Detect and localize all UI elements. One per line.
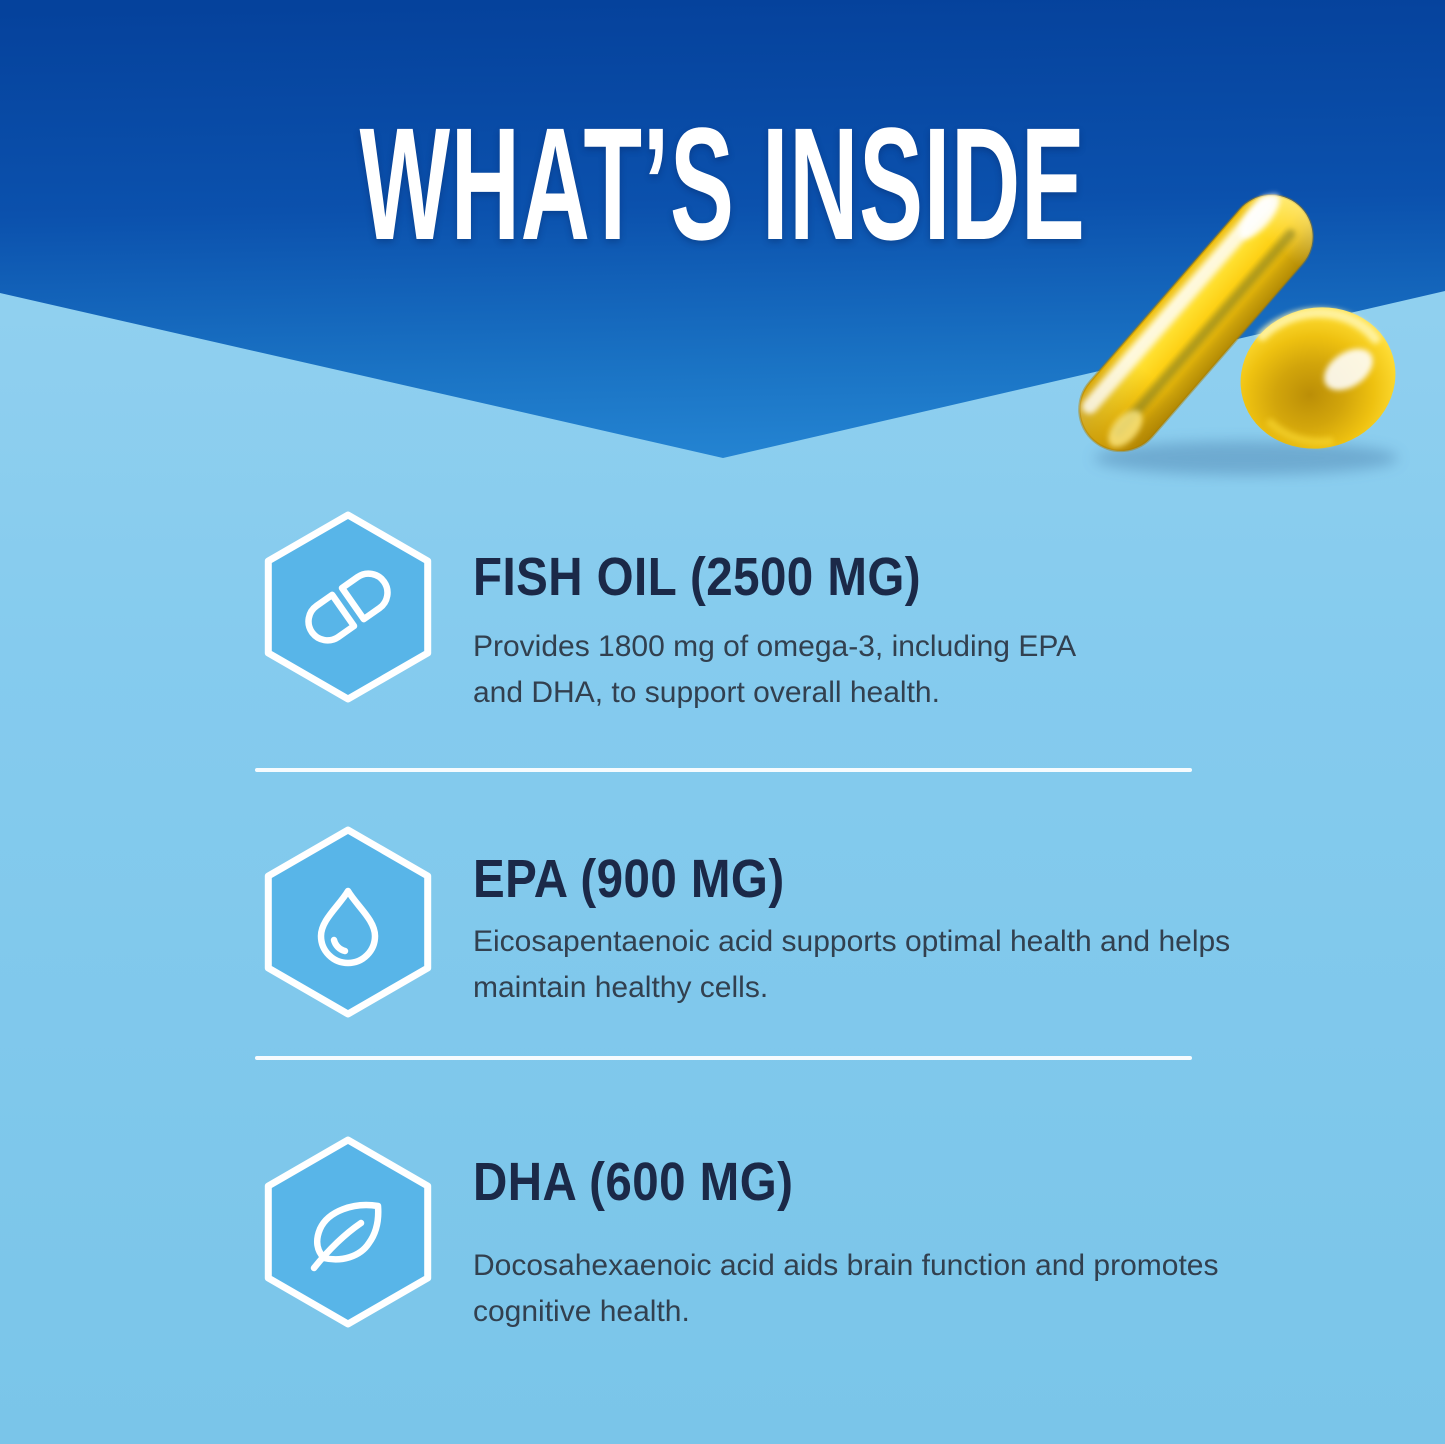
description-line: maintain healthy cells. [473,971,769,1004]
description-line: Eicosapentaenoic acid supports optimal health and helps [473,925,1231,958]
hexagon-badge-fish-oil [262,509,434,705]
description-line: and DHA, to support overall health. [473,676,940,709]
fish-oil-capsules-image [1068,182,1445,487]
description-line: Docosahexaenoic acid aids brain function and promotes [473,1249,1219,1282]
section-title-epa: EPA (900 MG) [473,849,785,909]
description-line: Provides 1800 mg of omega-3, including EPA [473,630,1077,663]
divider [255,768,1192,772]
section-title-fish-oil: FISH OIL (2500 MG) [473,547,922,607]
page-title: WHAT’S INSIDE [359,94,1086,273]
hexagon-badge-epa [262,824,434,1020]
hexagon-badge-dha [262,1134,434,1330]
section-description-fish-oil [473,624,1076,716]
divider [255,1056,1192,1060]
section-description-dha [473,1243,1218,1335]
section-title-dha: DHA (600 MG) [473,1152,794,1212]
section-description-epa [473,919,1230,1011]
description-line: cognitive health. [473,1295,690,1328]
